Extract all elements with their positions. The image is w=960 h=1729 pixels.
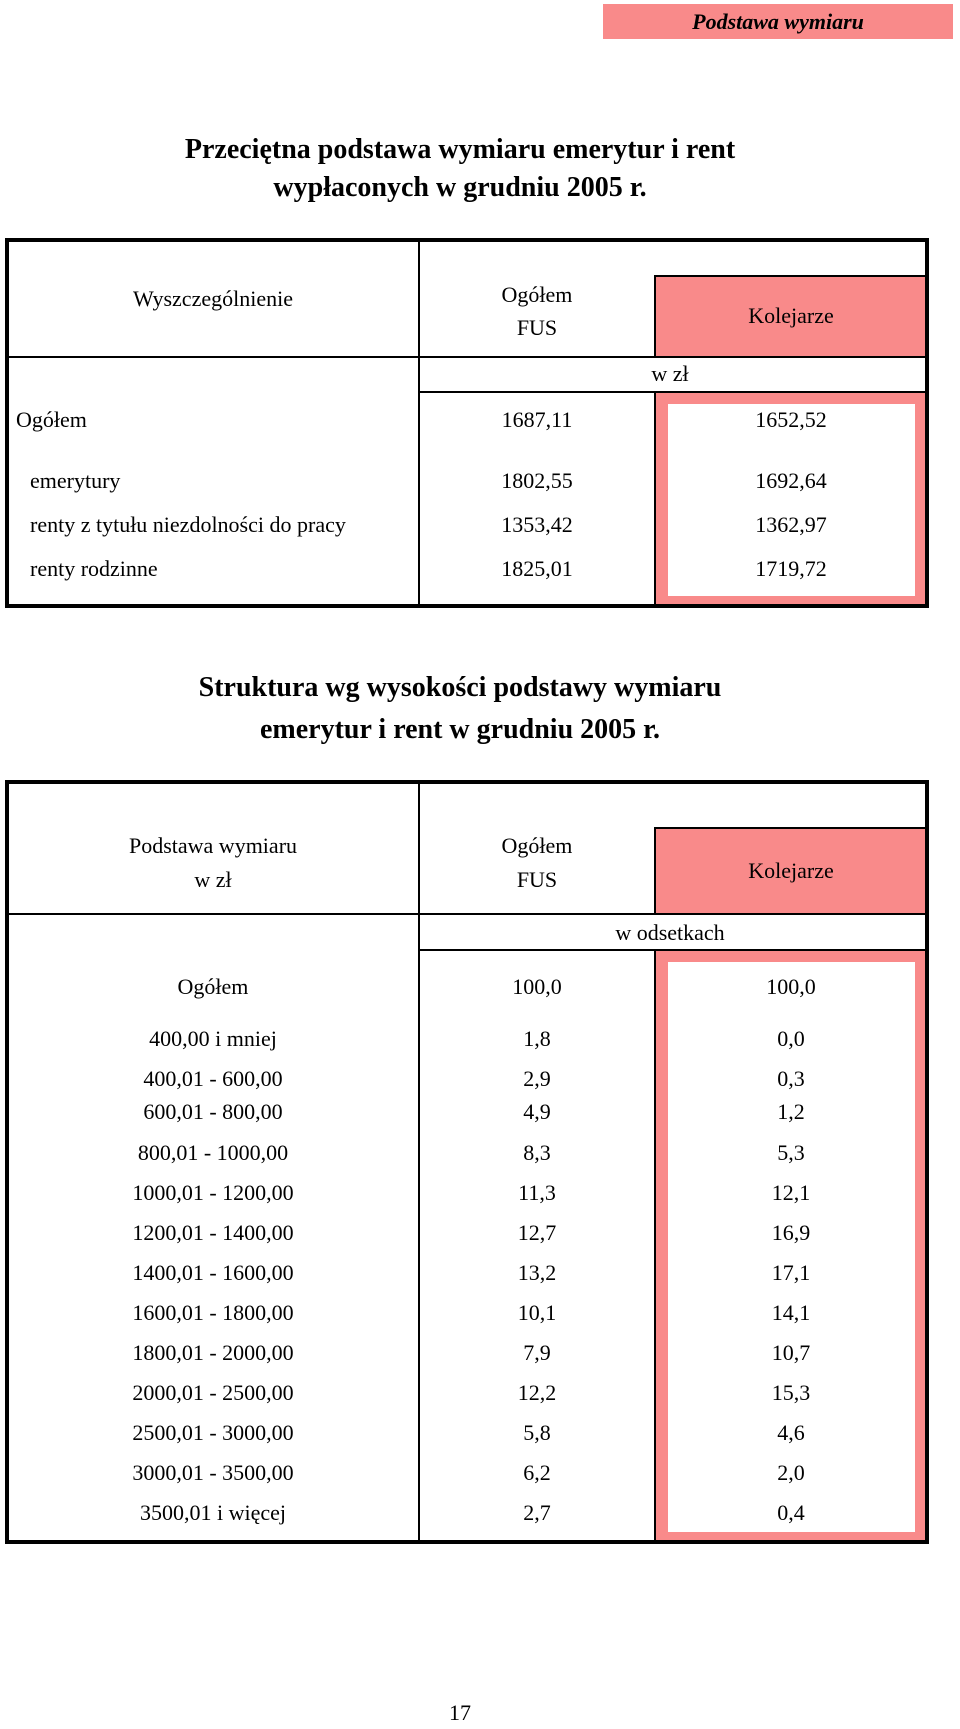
table2-row-kolejarze: 0,3 <box>777 1066 805 1091</box>
table1-row-fus: 1353,42 <box>501 512 573 537</box>
section-header-tag: Podstawa wymiaru <box>603 4 953 39</box>
table2-row-label: 1200,01 - 1400,00 <box>132 1220 294 1245</box>
table2-col-header-fus-line2: FUS <box>516 867 558 892</box>
table2-row-fus: 1,8 <box>523 1026 551 1051</box>
table1-col-header-fus-line2: FUS <box>516 315 558 340</box>
table1-row-fus: 1802,55 <box>501 468 573 493</box>
table1-row-label: renty rodzinne <box>30 556 158 581</box>
table2-row-label: 1400,01 - 1600,00 <box>132 1260 294 1285</box>
table1-row-label: renty z tytułu niezdolności do pracy <box>30 512 346 537</box>
table2-row-kolejarze: 0,0 <box>777 1026 805 1051</box>
table2-row-kolejarze: 14,1 <box>771 1300 811 1325</box>
table1-kolejarze-top-line <box>654 275 925 277</box>
table2-row-kolejarze: 15,3 <box>771 1380 811 1405</box>
table2-total-label: Ogółem <box>177 974 249 999</box>
table2-row-label: 600,01 - 800,00 <box>143 1099 283 1124</box>
table2-row-label: 1000,01 - 1200,00 <box>132 1180 294 1205</box>
table2-row-kolejarze: 16,9 <box>771 1220 811 1245</box>
table1-total-fus: 1687,11 <box>501 407 573 432</box>
table2-row-fus: 5,8 <box>523 1420 551 1445</box>
table1-col-header-label: Wyszczególnienie <box>133 286 293 311</box>
table2-row-fus: 10,1 <box>517 1300 557 1325</box>
table1-title-line2: wypłaconych w grudniu 2005 r. <box>273 172 647 203</box>
table2-row-kolejarze: 10,7 <box>771 1340 811 1365</box>
table2-total-kolejarze: 100,0 <box>766 974 816 999</box>
table1-unit-bottom-line <box>420 391 925 393</box>
table2-row-fus: 12,7 <box>517 1220 557 1245</box>
table2-unit-bottom-line <box>420 949 925 951</box>
table2-row-fus: 4,9 <box>523 1099 551 1124</box>
table2-row-kolejarze: 17,1 <box>771 1260 811 1285</box>
table2-row-kolejarze: 2,0 <box>777 1460 805 1485</box>
table2-row-fus: 12,2 <box>517 1380 557 1405</box>
table2-col-header-fus-line1: Ogółem <box>501 833 573 858</box>
table2-kolejarze-top-line <box>654 827 925 829</box>
table2-unit-label: w odsetkach <box>615 920 725 945</box>
table2-col-header-label-line1: Podstawa wymiaru <box>128 833 298 858</box>
table2-total-fus: 100,0 <box>512 974 562 999</box>
table2-row-label: 400,00 i mniej <box>149 1026 277 1051</box>
table2-row-kolejarze: 12,1 <box>771 1180 811 1205</box>
table2-row-fus: 2,7 <box>523 1500 551 1525</box>
table2-col-header-kolejarze: Kolejarze <box>748 858 834 883</box>
table2-row-label: 800,01 - 1000,00 <box>137 1140 289 1165</box>
table2-row-label: 1800,01 - 2000,00 <box>132 1340 294 1365</box>
table1-row-fus: 1825,01 <box>501 556 573 581</box>
table2-header-bottom-line <box>9 913 925 915</box>
table2-row-fus: 11,3 <box>518 1180 556 1205</box>
table1-col-header-fus-line1: Ogółem <box>501 282 573 307</box>
table2-row-kolejarze: 5,3 <box>777 1140 805 1165</box>
table2-row-fus: 2,9 <box>523 1066 551 1091</box>
table2-row-label: 3000,01 - 3500,00 <box>132 1460 294 1485</box>
table2-title-line2: emerytur i rent w grudniu 2005 r. <box>259 714 661 745</box>
table2-col-header-label-line2: w zł <box>194 867 232 892</box>
table2-row-label: 3500,01 i więcej <box>139 1500 287 1525</box>
table2-row-fus: 13,2 <box>517 1260 557 1285</box>
table1-total-kolejarze: 1652,52 <box>755 407 827 432</box>
table2-row-kolejarze: 4,6 <box>777 1420 805 1445</box>
table2-row-label: 2500,01 - 3000,00 <box>132 1420 294 1445</box>
table1-title-line1: Przeciętna podstawa wymiaru emerytur i rent <box>184 134 736 165</box>
table2-row-label: 1600,01 - 1800,00 <box>132 1300 294 1325</box>
table2-row-kolejarze: 1,2 <box>777 1099 805 1124</box>
table1-header-bottom-line <box>9 356 925 358</box>
page-number: 17 <box>449 1700 471 1725</box>
table1-row-label: emerytury <box>30 468 121 493</box>
table1-total-label: Ogółem <box>16 407 87 432</box>
table1-row-kolejarze: 1362,97 <box>755 512 827 537</box>
table1-row-kolejarze: 1692,64 <box>755 468 827 493</box>
table2-title-line1: Struktura wg wysokości podstawy wymiaru <box>198 672 722 703</box>
table1-col-header-kolejarze: Kolejarze <box>748 303 834 328</box>
table1-row-kolejarze: 1719,72 <box>755 556 827 581</box>
table2-row-fus: 8,3 <box>523 1140 551 1165</box>
table2-row-label: 400,01 - 600,00 <box>143 1066 283 1091</box>
table2-row-fus: 6,2 <box>523 1460 551 1485</box>
table1-unit-label: w zł <box>651 361 689 386</box>
table2-row-label: 2000,01 - 2500,00 <box>132 1380 294 1405</box>
table2-row-fus: 7,9 <box>523 1340 551 1365</box>
table2-row-kolejarze: 0,4 <box>777 1500 805 1525</box>
